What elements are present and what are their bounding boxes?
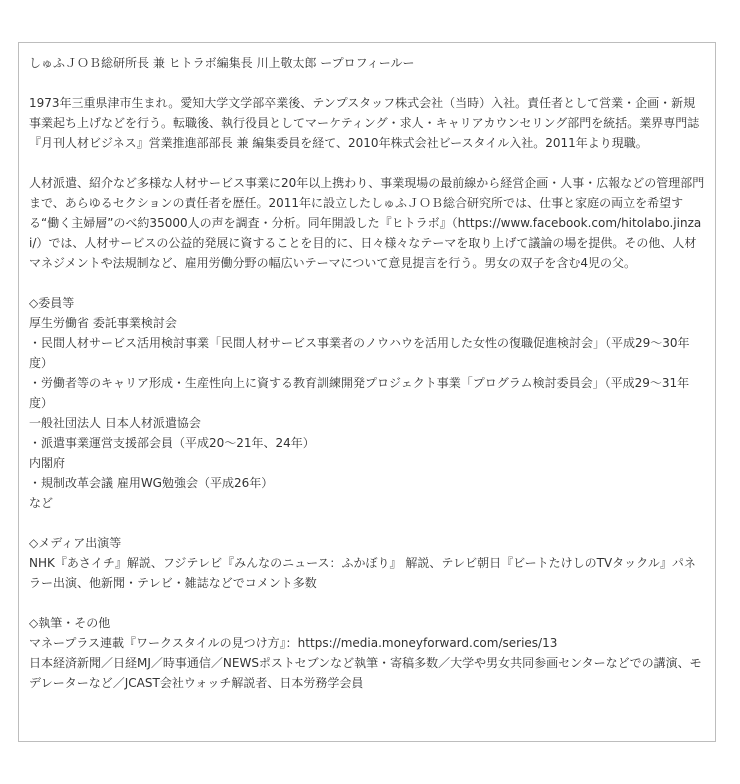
spacer <box>29 273 706 293</box>
bio-paragraph-activities: 人材派遣、紹介など多様な人材サービス事業に20年以上携わり、事業現場の最前線から経営企画・人事・広報などの管理部門まで、あらゆるセクションの責任者を歴任。2011年に設立したしゅふＪＯＢ総合研究所では、仕事と家庭の両立を希望する“働く主婦層”のべ約35000人の声を調査・分析。同年開設した『ヒトラボ』（https://www.facebook.com/hitolabo.jinzai/）では、人材サービスの公益的発展に資することを目的に、日々様々なテーマを取り上げて議論の場を提供。その他、人材マネジメントや法規制など、雇用労働分野の幅広いテーマについて意見提言を行う。男女の双子を含む4児の父。 <box>29 176 705 270</box>
bio-paragraph-career: 1973年三重県津市生まれ。愛知大学文学部卒業後、テンプスタッフ株式会社（当時）入社。責任者として営業・企画・新規事業起ち上げなどを行う。転職後、執行役員としてマーケティング・求人・キャリアカウンセリング部門を統括。業界専門誌『月刊人材ビジネス』営業推進部部長 兼 編集委員を経て、2010年株式会社ビースタイル入社。2011年より現職。 <box>29 96 700 150</box>
spacer <box>29 593 706 613</box>
profile-box <box>18 42 716 742</box>
media-section: ◇メディア出演等 NHK『あさイチ』解説、フジテレビ『みんなのニュース：ふかぼり』 解説、テレビ朝日『ビートたけしのTVタックル』パネラー出演、他新聞・テレビ・雑誌などでコメント多数 <box>29 536 696 590</box>
committee-section: ◇委員等 厚生労働省 委託事業検討会 ・民間人材サービス活用検討事業「民間人材サービス事業者のノウハウを活用した女性の復職促進検討会」（平成29～30年度） ・労働者等のキャリア形成・生産性向上に資する教育訓練開発プロジェクト事業「プログラム検討委員会」（平成29～31年度） 一般社団法人 日本人材派遣協会 ・派遣事業運営支援部会員（平成20～21年、24年） 内閣府 ・規制改革会議 雇用WG勉強会（平成26年） など <box>29 296 690 510</box>
profile-heading: しゅふＪＯＢ総研所長 兼 ヒトラボ編集長 川上敬太郎 ープロフィールー <box>29 56 415 70</box>
spacer <box>29 513 706 533</box>
spacer <box>29 73 706 93</box>
spacer <box>29 153 706 173</box>
writing-section: ◇執筆・その他 マネープラス連載『ワークスタイルの見つけ方』：https://media.moneyforward.com/series/13 日本経済新聞／日経MJ／時事通信／NEWSポストセブンなど執筆・寄稿多数／大学や男女共同参画センターなどでの講演、モデレーターなど／JCAST会社ウォッチ解説者、日本労務学会員 <box>29 616 702 690</box>
